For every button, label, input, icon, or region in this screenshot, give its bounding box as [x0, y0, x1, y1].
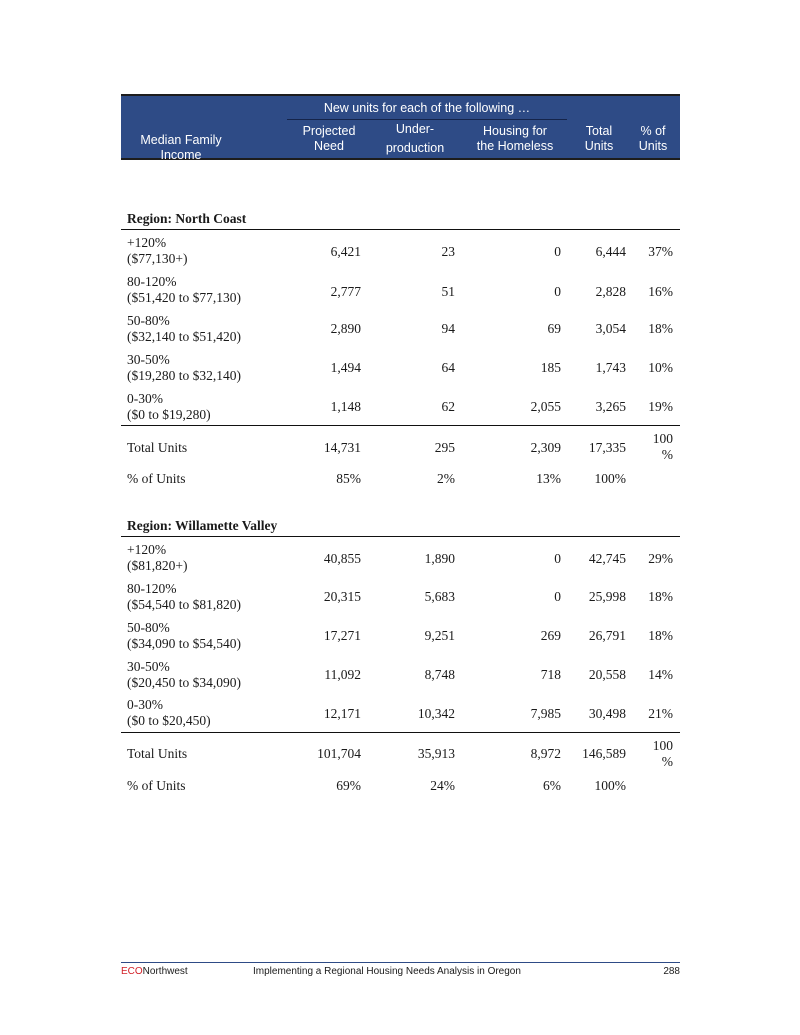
row-label: 30-50% ($19,280 to $32,140): [127, 352, 241, 383]
cell-underproduction: 51: [441, 284, 455, 299]
pct-homeless: 6%: [543, 778, 561, 793]
total-underproduction: 295: [434, 440, 455, 455]
cell-underproduction: 1,890: [424, 551, 455, 566]
region-title: Region: Willamette Valley: [127, 518, 278, 533]
total-rule: [121, 732, 680, 733]
cell-projected: 20,315: [323, 589, 361, 604]
cell-pct: 18%: [648, 628, 673, 643]
cell-underproduction: 64: [441, 360, 455, 375]
total-projected: 14,731: [323, 440, 361, 455]
total-homeless: 2,309: [530, 440, 561, 455]
cell-projected: 2,890: [330, 321, 361, 336]
pct-underproduction: 24%: [430, 778, 455, 793]
cell-underproduction: 94: [441, 321, 455, 336]
cell-total: 26,791: [588, 628, 626, 643]
cell-homeless: 0: [554, 589, 561, 604]
table-header: [121, 94, 680, 160]
row-label: 50-80% ($32,140 to $51,420): [127, 313, 241, 344]
page-number: 288: [663, 966, 680, 977]
col-homeless-header: Housing for the Homeless: [476, 124, 554, 153]
cell-homeless: 269: [540, 628, 561, 643]
col-projected-header: Projected Need: [302, 124, 356, 153]
cell-total: 3,054: [595, 321, 626, 336]
total-row-label: Total Units: [127, 440, 188, 455]
row-label: 80-120% ($51,420 to $77,130): [127, 274, 241, 305]
cell-projected: 40,855: [323, 551, 361, 566]
total-projected: 101,704: [317, 746, 361, 761]
cell-homeless: 0: [554, 284, 561, 299]
col-underproduction-header: Under- production: [385, 122, 445, 155]
total-pct: 100 %: [652, 431, 673, 462]
cell-projected: 6,421: [330, 244, 361, 259]
cell-total: 1,743: [595, 360, 626, 375]
cell-total: 42,745: [588, 551, 626, 566]
cell-pct: 18%: [648, 321, 673, 336]
cell-pct: 14%: [648, 667, 673, 682]
pct-projected: 69%: [336, 778, 361, 793]
region-rule: [121, 229, 680, 230]
cell-projected: 11,092: [324, 667, 361, 682]
cell-pct: 29%: [648, 551, 673, 566]
cell-homeless: 2,055: [530, 399, 561, 414]
total-rule: [121, 425, 680, 426]
cell-projected: 12,171: [323, 706, 361, 721]
region-rule: [121, 536, 680, 537]
cell-homeless: 0: [554, 551, 561, 566]
cell-pct: 18%: [648, 589, 673, 604]
pct-total: 100%: [594, 778, 626, 793]
col-pct-header: % of Units: [638, 124, 668, 153]
cell-underproduction: 5,683: [424, 589, 455, 604]
cell-pct: 10%: [648, 360, 673, 375]
col-income-header: Median Family Income: [140, 133, 222, 162]
group-underline: [287, 119, 567, 120]
cell-underproduction: 8,748: [424, 667, 455, 682]
cell-underproduction: 23: [441, 244, 455, 259]
footer-title: Implementing a Regional Housing Needs Analysis in Oregon: [253, 966, 521, 977]
cell-projected: 2,777: [330, 284, 361, 299]
cell-total: 3,265: [595, 399, 626, 414]
row-label: +120% ($77,130+): [127, 235, 188, 266]
footer-brand: [121, 966, 188, 977]
pct-row-label: % of Units: [127, 471, 186, 486]
cell-pct: 37%: [648, 244, 673, 259]
row-label: 50-80% ($34,090 to $54,540): [127, 620, 241, 651]
cell-homeless: 7,985: [530, 706, 561, 721]
cell-underproduction: 62: [441, 399, 455, 414]
total-pct: 100 %: [652, 738, 673, 769]
cell-underproduction: 9,251: [424, 628, 455, 643]
brand-northwest: Northwest: [142, 966, 188, 977]
row-label: +120% ($81,820+): [127, 542, 188, 573]
row-label: 80-120% ($54,540 to $81,820): [127, 581, 241, 612]
total-total: 17,335: [588, 440, 626, 455]
total-total: 146,589: [582, 746, 626, 761]
cell-total: 6,444: [595, 244, 626, 259]
cell-projected: 1,494: [330, 360, 361, 375]
pct-projected: 85%: [336, 471, 361, 486]
pct-total: 100%: [594, 471, 626, 486]
cell-homeless: 185: [540, 360, 561, 375]
row-label: 0-30% ($0 to $20,450): [127, 697, 211, 728]
group-header: New units for each of the following …: [323, 101, 531, 115]
pct-homeless: 13%: [536, 471, 561, 486]
total-homeless: 8,972: [530, 746, 561, 761]
cell-projected: 1,148: [330, 399, 361, 414]
total-row-label: Total Units: [127, 746, 188, 761]
cell-total: 20,558: [588, 667, 626, 682]
cell-total: 25,998: [588, 589, 626, 604]
cell-projected: 17,271: [323, 628, 361, 643]
row-label: 30-50% ($20,450 to $34,090): [127, 659, 241, 690]
region-title: Region: North Coast: [127, 211, 247, 226]
cell-pct: 19%: [648, 399, 673, 414]
total-underproduction: 35,913: [417, 746, 455, 761]
pct-row-label: % of Units: [127, 778, 186, 793]
footer-rule: [121, 962, 680, 963]
cell-homeless: 0: [554, 244, 561, 259]
pct-underproduction: 2%: [437, 471, 455, 486]
cell-pct: 21%: [648, 706, 673, 721]
col-total-header: Total Units: [584, 124, 614, 153]
cell-total: 30,498: [588, 706, 626, 721]
cell-underproduction: 10,342: [417, 706, 455, 721]
cell-homeless: 69: [547, 321, 561, 336]
cell-homeless: 718: [540, 667, 561, 682]
cell-total: 2,828: [595, 284, 626, 299]
row-label: 0-30% ($0 to $19,280): [127, 391, 211, 422]
cell-pct: 16%: [648, 284, 673, 299]
brand-eco: ECO: [121, 966, 143, 977]
